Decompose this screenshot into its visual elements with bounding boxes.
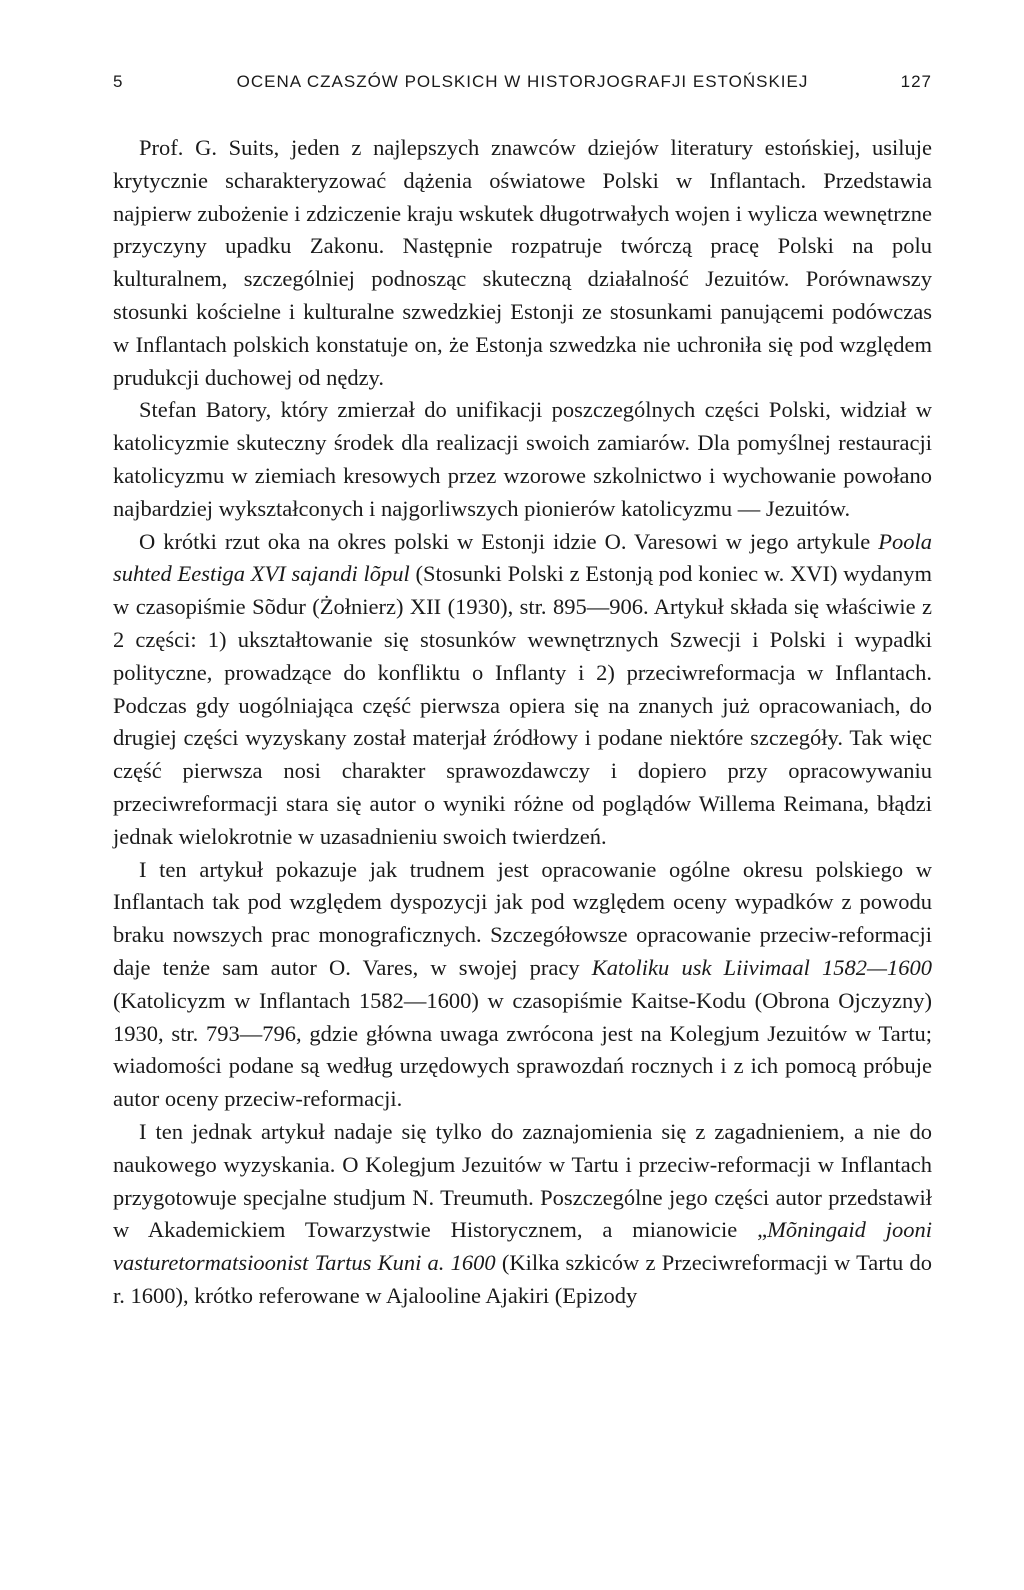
running-header	[113, 72, 932, 92]
text-segment: I ten artykuł pokazuje jak trudnem jest opracowanie ogólne okresu polskiego w Inflantach tak pod względem dyspozycji jak pod względem oceny wypadków z powodu braku nowszych prac monograficznych. Szczegółowsze opracowanie przeciw-reformacji daje tenże sam autor O. Vares, w swojej pracy	[113, 856, 932, 980]
text-segment: Prof. G. Suits, jeden z najlepszych znawców dziejów literatury estońskiej, usiluje krytycznie scharakteryzować dążenia oświatowe Polski w Inflantach. Przedstawia najpierw zubożenie i zdziczenie kraju wskutek długotrwałych wojen i wylicza wewnętrzne przyczyny upadku Zakonu. Następnie rozpatruje twórczą pracę Polski na polu kulturalnem, szczególniej podnosząc skuteczną działalność Jezuitów. Porównawszy stosunki kościelne i kulturalne szwedzkiej Estonji ze stosunkami panującemi podówczas w Inflantach polskich konstatuje on, że Estonja szwedzka nie uchroniła się pod względem prudukcji duchowej od nędzy.	[113, 135, 932, 390]
article-title: Mõningaid jooni vasturetormatsioonist Tartus Kuni a. 1600	[113, 1217, 932, 1276]
section-number: 5	[113, 72, 124, 91]
text-segment: Stefan Batory, który zmierzał do unifikacji poszczególnych części Polski, widział w katolicyzmie skuteczny środek dla realizacji swoich zamiarów. Dla pomyślnej restauracji katolicyzmu w ziemiach kresowych przez wzorowe szkolnictwo i wychowanie powołano najbardziej wykształconych i najgorliwszych pionierów katolicyzmu — Jezuitów.	[113, 397, 932, 521]
article-title: Poola suhted Eestiga XVI sajandi lõpul	[113, 528, 932, 587]
article-title: Katoliku usk Liivimaal 1582—1600	[591, 954, 933, 980]
paragraph	[113, 394, 932, 525]
body-text	[113, 132, 932, 1313]
paragraph	[113, 132, 932, 394]
paragraph	[113, 526, 932, 854]
text-segment: O krótki rzut oka na okres polski w Estonji idzie O. Varesowi w jego artykule	[139, 528, 879, 554]
text-segment: (Stosunki Polski z Estonją pod koniec w. XVI) wydanym w czasopiśmie Sõdur (Żołnierz) XII (1930), str. 895—906. Artykuł składa się właściwie z 2 części: 1) ukształtowanie się stosunków wewnętrznych Szwecji i Polski i wypadki polityczne, prowadzące do konfliktu o Inflanty i 2) przeciwreformacja w Inflantach. Podczas gdy uogólniająca część pierwsza opiera się na znanych już opracowaniach, do drugiej części wyzyskany został materjał źródłowy i podane niektóre szczegóły. Tak więc część pierwsza nosi charakter sprawozdawczy i dopiero przy opracowywaniu przeciwreformacji stara się autor o wyniki różne od poglądów Willema Reimana, błądzi jednak wielokrotnie w uzasadnieniu swoich twierdzeń.	[113, 561, 932, 849]
page-number: 127	[900, 72, 932, 91]
paragraph	[113, 854, 932, 1116]
running-title: OCENA CZASZÓW POLSKICH W HISTORJOGRAFJI ESTOŃSKIEJ	[236, 72, 809, 91]
paragraph	[113, 1116, 932, 1313]
text-segment: I ten jednak artykuł nadaje się tylko do zaznajomienia się z zagadnieniem, a nie do naukowego wyzyskania. O Kolegjum Jezuitów w Tartu i przeciw-reformacji w Inflantach przygotowuje specjalne studjum N. Treumuth. Poszczególne jego części autor przedstawił w Akademickiem Towarzystwie Historycznem, a mianowicie „	[113, 1118, 932, 1243]
text-segment: (Kilka szkiców z Przeciwreformacji w Tartu do r. 1600), krótko referowane w Ajalooline Ajakiri (Epizody	[113, 1250, 932, 1308]
text-segment: (Katolicyzm w Inflantach 1582—1600) w czasopiśmie Kaitse-Kodu (Obrona Ojczyzny) 1930, str. 793—796, gdzie główna uwaga zwrócona jest na Kolegjum Jezuitów w Tartu; wiadomości podane są według urzędowych sprawozdań rocznych i z ich pomocą próbuje autor oceny przeciw-reformacji.	[113, 987, 932, 1112]
